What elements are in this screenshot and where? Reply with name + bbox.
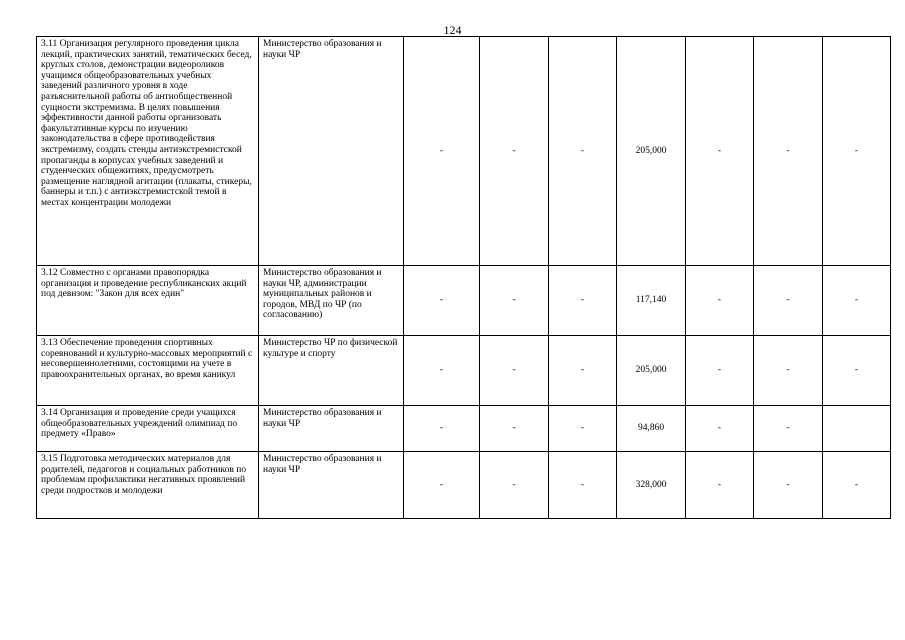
value-cell [823, 406, 891, 452]
value-cell: - [686, 266, 754, 336]
executor-cell: Министерство образования и науки ЧР, администрации муниципальных районов и городов, МВД по ЧР (по согласованию) [259, 266, 404, 336]
table-row [37, 266, 891, 336]
value-cell: - [480, 406, 549, 452]
value-cell: - [480, 452, 549, 519]
value-cell: - [549, 452, 617, 519]
value-cell: - [754, 336, 823, 406]
value-cell: 117,140 [617, 266, 686, 336]
value-cell: - [480, 37, 549, 266]
value-cell: 328,000 [617, 452, 686, 519]
value-cell: 205,000 [617, 37, 686, 266]
table-row [37, 406, 891, 452]
value-cell: - [549, 266, 617, 336]
value-cell: - [549, 406, 617, 452]
program-activities-table [36, 36, 891, 519]
value-cell: - [404, 406, 480, 452]
value-cell: - [404, 452, 480, 519]
activity-cell: 3.15 Подготовка методических материалов для родителей, педагогов и социальных работников по проблемам профилактики негативных проявлений среди подростков и молодежи [37, 452, 259, 519]
table-row [37, 452, 891, 519]
table-row [37, 336, 891, 406]
value-cell: - [823, 336, 891, 406]
value-cell: - [823, 266, 891, 336]
value-cell: - [823, 37, 891, 266]
page-number: 124 [443, 23, 462, 37]
executor-cell: Министерство образования и науки ЧР [259, 452, 404, 519]
executor-cell: Министерство ЧР по физической культуре и спорту [259, 336, 404, 406]
executor-cell: Министерство образования и науки ЧР [259, 406, 404, 452]
value-cell: - [754, 37, 823, 266]
activity-cell: 3.14 Организация и проведение среди учащихся общеобразовательных учреждений олимпиад по предмету «Право» [37, 406, 259, 452]
value-cell: - [480, 266, 549, 336]
activity-cell: 3.11 Организация регулярного проведения цикла лекций, практических занятий, тематических бесед, круглых столов, демонстрации видеороликов учащимся общеобразовательных учебных заведений различного уровня в ходе разъяснительной работы об антиобщественной сущности экстремизма. В целях повышения эффективности данной работы организовать факультативные курсы по изучению законодательства в сфере противодействия экстремизму, создать стенды антиэкстремистской пропаганды в корпусах учебных заведений и студенческих общежитиях, предусмотреть размещение наглядной агитации (плакаты, стикеры, баннеры и т.п.) с антиэкстремистской темой в местах концентрации молодежи [37, 37, 259, 266]
value-cell: 94,860 [617, 406, 686, 452]
value-cell: - [686, 406, 754, 452]
value-cell: - [549, 336, 617, 406]
value-cell: - [686, 37, 754, 266]
executor-cell: Министерство образования и науки ЧР [259, 37, 404, 266]
value-cell: - [754, 452, 823, 519]
value-cell: - [754, 406, 823, 452]
activity-cell: 3.12 Совместно с органами правопорядка организация и проведение республиканских акций под девизом: "Закон для всех един" [37, 266, 259, 336]
value-cell: 205,000 [617, 336, 686, 406]
value-cell: - [480, 336, 549, 406]
value-cell: - [686, 336, 754, 406]
value-cell: - [823, 452, 891, 519]
value-cell: - [686, 452, 754, 519]
activity-cell: 3.13 Обеспечение проведения спортивных соревнований и культурно-массовых мероприятий с несовершеннолетними, состоящими на учете в правоохранительных органах, во время каникул [37, 336, 259, 406]
value-cell: - [404, 336, 480, 406]
value-cell: - [404, 266, 480, 336]
value-cell: - [754, 266, 823, 336]
value-cell: - [549, 37, 617, 266]
value-cell: - [404, 37, 480, 266]
table-row [37, 37, 891, 266]
